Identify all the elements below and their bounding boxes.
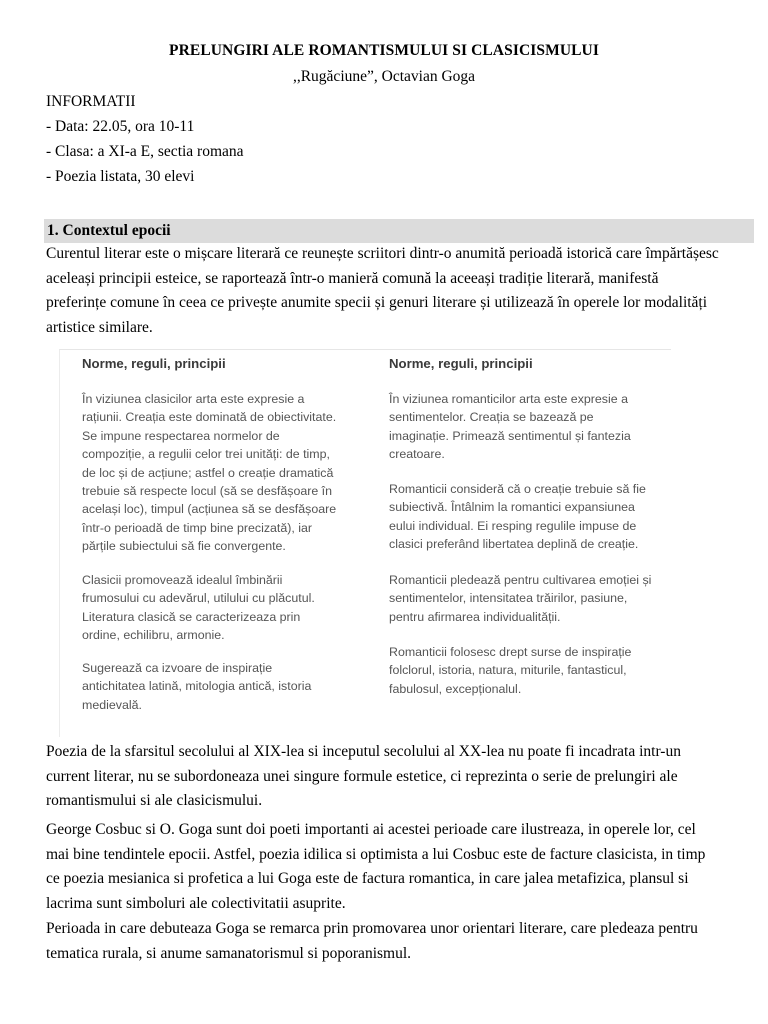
intro-line: aceleași principii esteice, se raportează într-o manieră comună la aceeași tradiție literară, manifestă [46,269,659,287]
page-subtitle: ,,Rugăciune”, Octavian Goga [292,68,476,85]
right-cell-4: Romanticii folosesc drept surse de inspirație folclorul, istoria, natura, miturile, fantasticul, fabulosul, excepționalul. [389,645,632,696]
body-paragraph-1: Poezia de la sfarsitul secolului al XIX-lea si inceputul secolului al XX-lea nu poate fi incadrata intr-un current literar, nu se subordoneaza unei singure formule estetice, ci reprezinta o serie de prelungiri ale romantismului si ale clasicismului. [46,743,681,809]
right-cell-3: Romanticii pledează pentru cultivarea emoției și sentimentelor, intensitatea trăirilor, pasiune, pentru afirmarea individualității. [389,573,652,624]
intro-line: artistice similare. [46,318,153,336]
section-heading: 1. Contextul epocii [47,222,171,239]
left-cell-3: Sugerează ca izvoare de inspirație antichitatea latină, mitologia antică, istoria medievală. [82,661,312,712]
comparison-table [59,349,671,737]
right-cell-1: În viziunea romanticilor arta este expresie a sentimentelor. Creația se bazează pe imaginație. Primează sentimentul și fantezia creatoare. [389,392,631,462]
intro-line: preferințe comune în ceea ce privește anumite specii și genuri literare și utilizează în operele lor modalități [46,294,708,311]
right-column-header: Norme, reguli, principii [389,356,533,371]
info-item-class: - Clasa: a XI-a E, sectia romana [46,143,244,160]
body-paragraph-3: Perioada in care debuteaza Goga se remarca prin promovarea unor orientari literare, care pledeaza pentru tematica rurala, si anume samanatorismul si poporanismul. [46,920,698,962]
left-cell-1: În viziunea clasicilor arta este expresie a rațiunii. Creația este dominată de obiectivitate. Se impune respectarea normelor de compoziție, a regulii celor trei unități: de timp, de loc și de acțiune; astfel o creație dramatică trebuie să respecte locul (să se desfășoare în același loc), timpul (acțiunea să se desfășoare într-o perioadă de timp bine precizată), iar părțile subiectului să fie convergente. [82,392,337,554]
page-title: PRELUNGIRI ALE ROMANTISMULUI SI CLASICISMULUI [169,42,599,59]
right-cell-2: Romanticii consideră că o creație trebuie să fie subiectivă. Întâlnim la romantici expansiunea eului individual. Ei resping regulile impuse de clasici preferând libertatea deplină de creație. [389,482,646,552]
info-heading: INFORMATII [46,93,136,110]
section-heading-bar [44,219,754,243]
intro-line: Curentul literar este o mișcare literară ce reunește scriitori dintr-o anumită perioadă istorică care împărtășesc [46,245,719,262]
left-column-header: Norme, reguli, principii [82,356,226,371]
info-item-date: - Data: 22.05, ora 10-11 [46,118,195,135]
info-item-poem: - Poezia listata, 30 elevi [46,168,195,185]
body-paragraph-2: George Cosbuc si O. Goga sunt doi poeti importanti ai acestei perioade care ilustreaza, in operele lor, cel mai bine tendintele epocii. Astfel, poezia idilica si optimista a lui Cosbuc este de facture clasicista, in timp ce poezia mesianica si profetica a lui Goga este de factura romantica, in care jalea metafizica, plansul si lacrima sunt simboluri ale colectivitatii asuprite. [46,821,706,912]
left-cell-2: Clasicii promovează idealul îmbinării frumosului cu adevărul, utilului cu plăcutul. Literatura clasică se caracterizeaza prin ordine, echilibru, armonie. [82,573,315,643]
intro-paragraph [46,242,752,340]
